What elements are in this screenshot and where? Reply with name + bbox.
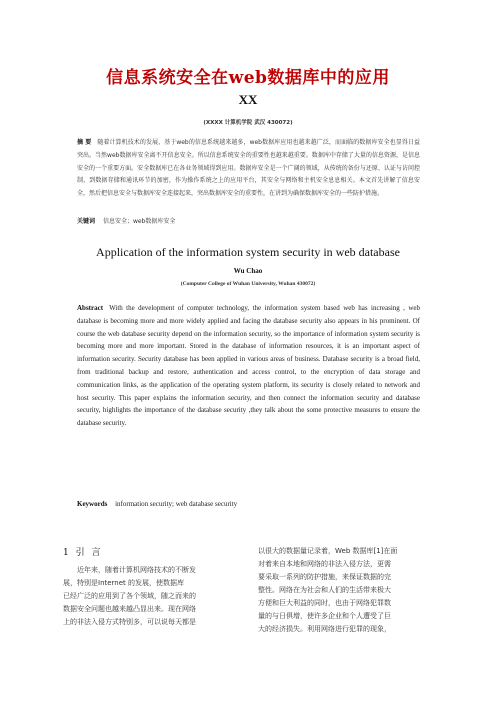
english-keywords-label: Keywords	[77, 500, 108, 508]
english-title: Application of the information system security in web database	[96, 245, 400, 259]
chinese-keywords-text: 信息安全；web数据库安全	[102, 218, 176, 225]
section-heading: 1 引 言	[63, 548, 103, 558]
body-right-column	[258, 545, 434, 636]
english-abstract-text: With the development of computer technology, the information system based web has increasing , web database is becoming more and more widely applied and facing the database security also appears in his prominent. Of course the web database security depend on the information security, so the importance of information system security is becoming more and more important. Stored in the database of information resources, it is an important aspect of information security. Security database has been applied in various areas of business. Database security is a broad field, from traditional backup and restore, authentication and access control, to the encryption of data storage and communication links, as the application of the operating system platform, its security is closely related to network and host security. This paper explains the information security, and then connect the information security and database security, highlights the importance of the database security ,they talk about the some protective measures to ensure the database security.	[77, 304, 420, 428]
chinese-author: XX	[238, 92, 258, 107]
body-line: 展，特别是Internet 的发展，使数据库	[63, 579, 185, 587]
chinese-keywords	[77, 216, 175, 225]
body-line: 对着来自本地和网络的非法入侵方法，更需	[258, 560, 391, 568]
chinese-abstract	[77, 137, 420, 201]
english-affiliation: (Computer College of Wuhan University, Wuhan 430072)	[180, 281, 316, 287]
english-abstract-label: Abstract	[77, 304, 104, 312]
body-line: 大的经济损失。利用网络进行犯罪的现象，	[258, 625, 391, 633]
english-author: Wu Chao	[233, 267, 263, 275]
english-keywords	[77, 500, 237, 508]
body-line: 整性。网络在为社会和人们的生活带来极大	[258, 586, 391, 594]
chinese-abstract-text: 随着计算机技术的发展，基于web的信息系统越来越多，web数据库应用也越来越广泛，而面临的数据库安全也显得日益突出。当然web数据库安全离不开信息安全。所以信息系统安全的重要性也越来越重要。数据库中存储了大量的信息资源，是信息安全的一个重要方面。安全数据库已在各业务领域得到应用。数据库安全是一个广阔的领域，从传统的备份与还原、认证与访问控制，到数据存储和通讯环节的加密，作为操作系统之上的应用平台，其安全与网络和主机安全息息相关。本文首先讲解了信息安全，然后把信息安全与数据库安全连接起来，突出数据库安全的重要性，在讲到为确保数据库安全的一些防护措施。	[77, 139, 420, 198]
chinese-affiliation: (XXXX 计算机学院 武汉 430072)	[203, 120, 293, 126]
chinese-keywords-label: 关键词	[77, 218, 96, 225]
english-keywords-text: information security; web database security	[115, 500, 238, 508]
body-line: 量的与日俱增，使许多企业和个人遭受了巨	[258, 612, 391, 620]
chinese-abstract-label: 摘 要	[77, 139, 92, 146]
chinese-title: 信息系统安全在web数据库中的应用	[106, 68, 390, 88]
body-line: 近年来，随着计算机网络技术的不断发	[77, 566, 196, 574]
body-line: 上的非法入侵方式特别多，可以说每天都是	[63, 618, 196, 626]
body-line: 数据安全问题也越来越凸显出来。现在网络	[63, 605, 196, 613]
body-left-column	[63, 547, 239, 629]
body-line: 已经广泛的应用到了各个领域，随之而来的	[63, 592, 196, 600]
body-line: 方便和巨大利益的同时，也由于网络犯罪数	[258, 599, 391, 607]
body-line: 要采取一系列的防护措施，来保证数据的完	[258, 573, 391, 581]
body-line: 以很大的数据量记录着，Web 数据库[1]在面	[258, 547, 398, 555]
english-abstract	[77, 302, 420, 430]
